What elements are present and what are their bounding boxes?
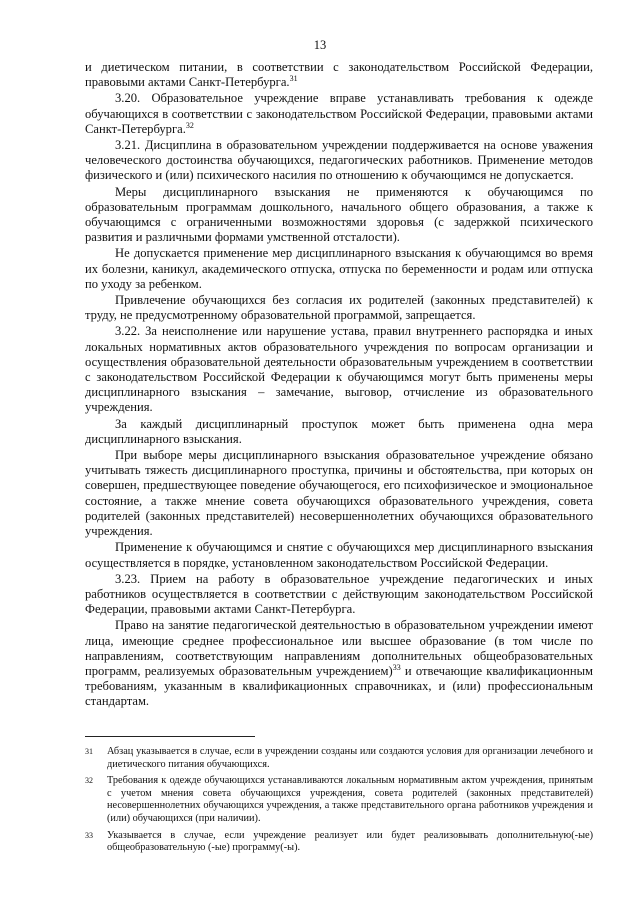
footnote-mark: 31 [85,747,93,756]
footnote-mark: 32 [85,776,93,786]
paragraph-disciplinary-restrictions: Не допускается применение мер дисциплинарного взыскания к обучающимся во время их болезни, каникул, академического отпуска, отпуска по беременности и родам или отпуска по уходу за ребенком. [85,246,593,291]
footnote-ref-32: 32 [185,120,194,130]
footnotes [85,746,593,859]
paragraph-continuation: и диетическом питании, в соответствии с законодательством Российской Федерации, правовыми актами Санкт-Петербурга.$^{31}$ [85,60,593,90]
footnote-32 [85,775,593,825]
footnote-31 [85,746,593,771]
paragraph-measure-procedure: Применение к обучающимся и снятие с обучающихся мер дисциплинарного взыскания осуществляется в порядке, установленном законодательством Российской Федерации. [85,540,593,570]
body-text [85,60,593,710]
footnote-text: Указывается в случае, если учреждение реализует или будет реализовывать дополнительную(-ые) общеобразовательную (-ые) программу(-ы). [107,829,593,854]
footnote-ref-31: 31 [289,74,298,84]
paragraph-one-measure: За каждый дисциплинарный проступок может быть применена одна мера дисциплинарного взыскания. [85,416,593,446]
paragraph-disciplinary-exceptions: Меры дисциплинарного взыскания не применяются к обучающимся по образовательным программам дошкольного, начального общего образования, а также к обучающимся с ограниченными возможностями здоровья (с задержкой психического развития и различными формами умственной отсталости). [85,184,593,245]
paragraph-teaching-right: Право на занятие педагогической деятельностью в образовательном учреждении имеют лица, имеющие среднее профессиональное или высшее образование (в том числе по направлениям, соответствующим направлениям дополнительных общеобразовательных программ, реализуемых образовательным учреждением)$^{33}$ и отвечающие квалификационным требованиям, указанным в квалификационных справочниках, и (или) профессиональным стандартам. [85,618,593,709]
paragraph-labor-prohibition: Привлечение обучающихся без согласия их родителей (законных представителей) к труду, не предусмотренному образовательной программой, запрещается. [85,293,593,323]
footnote-text: Абзац указывается в случае, если в учреждении созданы или создаются условия для организации лечебного и диетического питания обучающихся. [107,746,593,770]
footnote-separator [85,736,255,737]
paragraph-3-20: 3.20. Образовательное учреждение вправе устанавливать требования к одежде обучающихся в соответствии с законодательством Российской Федерации, правовыми актами Санкт-Петербурга.$^{32}$ [85,91,593,136]
paragraph-3-23: 3.23. Прием на работу в образовательное учреждение педагогических и иных работников осуществляется в соответствии с действующим законодательством Российской Федерации, правовыми актами Санкт-Петербурга. [85,571,593,617]
footnote-mark: 33 [85,830,93,840]
paragraph-3-22: 3.22. За неисполнение или нарушение устава, правил внутреннего распорядка и иных локальных нормативных актов образовательного учреждения по вопросам организации и осуществления образовательной деятельности образовательным учреждением в соответствии с законодательством Российской Федерации к обучающимся могут быть применены меры дисциплинарного взыскания – замечание, выговор, отчисление из образовательного учреждения. [85,324,593,415]
footnote-text: Требования к одежде обучающихся устанавливаются локальным нормативным актом учреждения, принятым с учетом мнения совета обучающихся учреждения, совета родителей (законных представителей) несовершеннолетних обучающихся учреждения, а также представительного органа работников учреждения и (или) обучающихся (при наличии). [107,775,593,824]
paragraph-3-21: 3.21. Дисциплина в образовательном учреждении поддерживается на основе уважения человеческого достоинства обучающихся, педагогических работников. Применение методов физического и (или) психического насилия по отношению к обучающимся не допускается. [85,138,593,183]
footnote-ref-33: 33 [392,662,401,672]
page-number: 13 [313,38,327,52]
paragraph-measure-selection: При выборе меры дисциплинарного взыскания образовательное учреждение обязано учитывать тяжесть дисциплинарного проступка, причины и обстоятельства, при которых он совершен, предшествующее поведение обучающегося, его психофизическое и эмоциональное состояние, а также мнение совета обучающихся образовательного учреждения, совета родителей (законных представителей) несовершеннолетних обучающихся образовательного учреждения. [85,448,593,539]
footnote-33 [85,830,593,855]
